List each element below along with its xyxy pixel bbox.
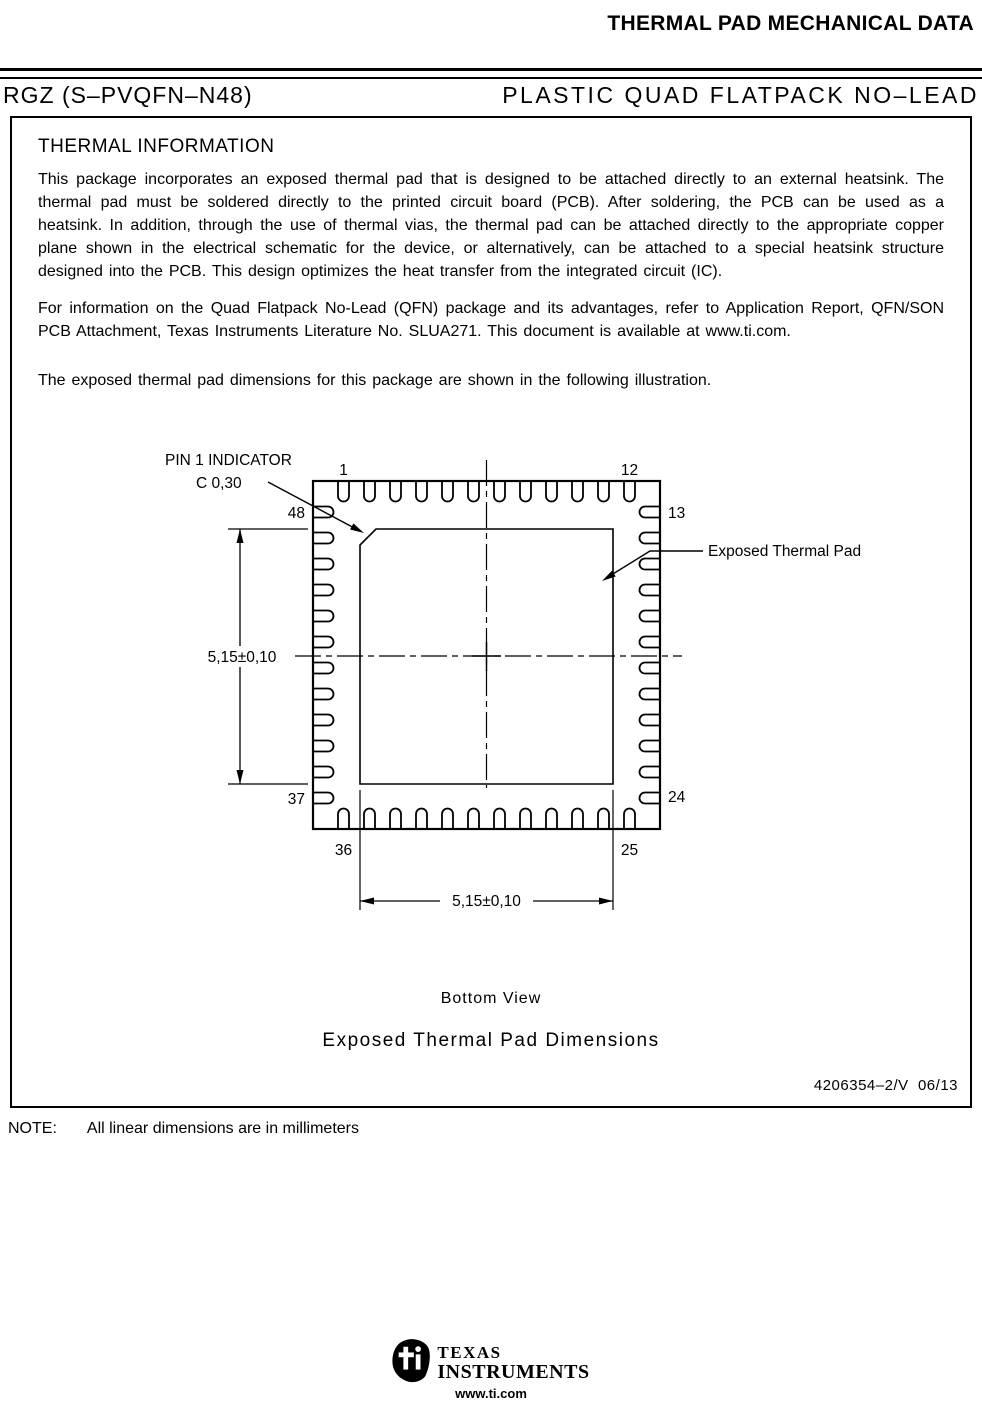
paragraph-3: The exposed thermal pad dimensions for this package are shown in the following illustration. xyxy=(38,372,712,389)
pin1-indicator-value: C 0,30 xyxy=(196,475,242,492)
view-label: Bottom View xyxy=(440,990,542,1007)
package-type: PLASTIC QUAD FLATPACK NO–LEAD xyxy=(502,82,979,108)
width-dimension xyxy=(360,890,613,911)
dimension-extension-lines xyxy=(228,529,613,910)
pin1-leader-arrow xyxy=(350,523,364,533)
figure-caption: Exposed Thermal Pad Dimensions xyxy=(322,1030,660,1051)
pin-number-13: 13 xyxy=(668,505,686,522)
note-label: NOTE: xyxy=(8,1120,57,1137)
paragraph-2: For information on the Quad Flatpack No-Lead (QFN) package and its advantages, refer to Application Report, QFN/SON PCB Attachment, Texas Instruments Literature No. SLUA271. This document is available at www.ti.com. xyxy=(38,300,944,340)
note-text: All linear dimensions are in millimeters xyxy=(86,1120,359,1137)
pin-number-24: 24 xyxy=(668,789,686,806)
pin-number-1: 1 xyxy=(339,462,348,479)
qfn-package-figure xyxy=(150,438,910,918)
height-dimension xyxy=(196,529,288,784)
pin-terminals-bottom xyxy=(338,809,635,830)
height-dimension-label: 5,15±0,10 xyxy=(207,649,277,666)
package-code: RGZ (S–PVQFN–N48) xyxy=(3,82,253,108)
ti-logo xyxy=(392,1339,589,1383)
exposed-pad-label: Exposed Thermal Pad xyxy=(708,543,862,560)
pin-terminals-left xyxy=(313,507,334,804)
ti-wordmark xyxy=(437,1344,589,1383)
footer xyxy=(0,1339,982,1401)
note xyxy=(8,1120,982,1138)
pin-number-12: 12 xyxy=(620,462,639,479)
package-subheader xyxy=(0,82,982,109)
thermal-info-box xyxy=(10,116,972,1108)
width-dimension-label: 5,15±0,10 xyxy=(452,893,521,910)
ti-emblem-icon xyxy=(392,1339,430,1383)
section-heading: THERMAL INFORMATION xyxy=(38,136,275,157)
center-cross xyxy=(472,642,501,671)
pin-number-25: 25 xyxy=(620,842,639,859)
center-lines xyxy=(295,460,682,788)
paragraph-1: This package incorporates an exposed thermal pad that is designed to be attached directly to an external heatsink. The thermal pad must be soldered directly to the printed circuit board (PCB). After soldering, the PCB can be used as a heatsink. In addition, through the use of thermal vias, the thermal pad can be attached directly to the appropriate copper plane shown in the electrical schematic for the device, or alternatively, can be attached to a special heatsink structure designed into the PCB. This design optimizes the heat transfer from the integrated circuit (IC). xyxy=(38,171,944,280)
pin1-indicator-label: PIN 1 INDICATOR xyxy=(165,452,292,469)
exposed-pad-callout xyxy=(602,543,861,581)
pin-number-36: 36 xyxy=(334,842,353,859)
pin-number-37: 37 xyxy=(287,791,305,808)
brand-texas: TEXAS xyxy=(437,1343,502,1363)
page-title: THERMAL PAD MECHANICAL DATA xyxy=(607,12,974,35)
brand-instruments: INSTRUMENTS xyxy=(437,1361,590,1383)
pin1-indicator-callout xyxy=(165,452,364,533)
pin-number-48: 48 xyxy=(287,505,305,522)
footer-url: www.ti.com xyxy=(455,1386,527,1401)
drawing-number: 4206354–2/V 06/13 xyxy=(813,1077,958,1094)
header-divider xyxy=(0,68,982,79)
